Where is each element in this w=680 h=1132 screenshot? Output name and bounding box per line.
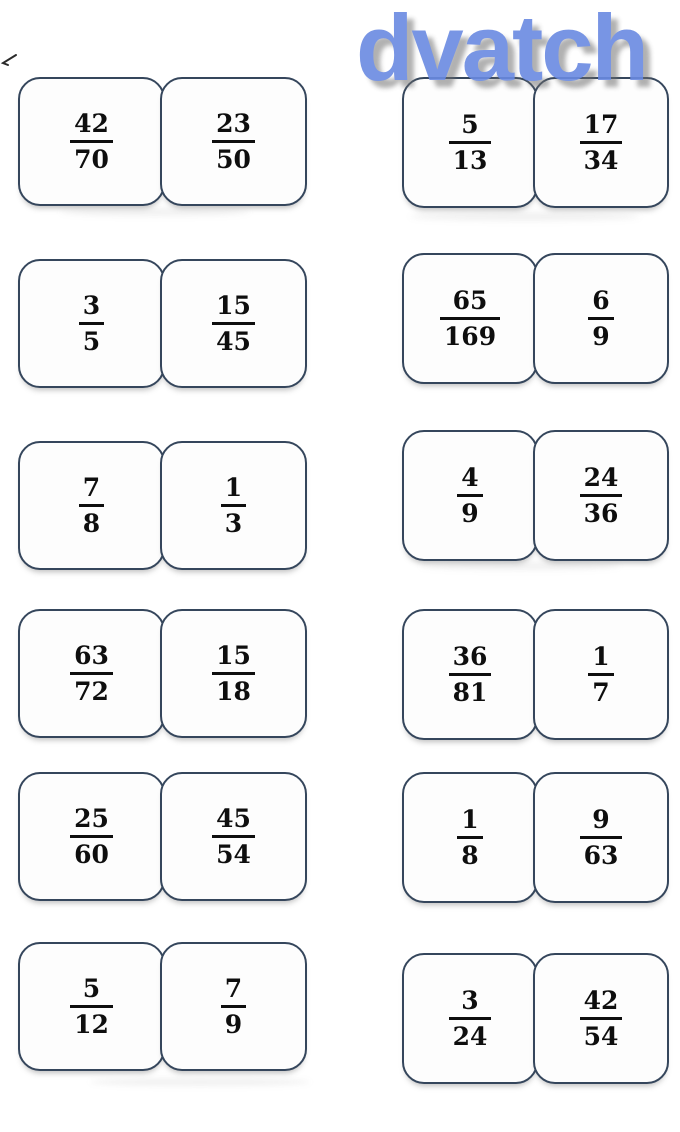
fraction-numerator: 7 [82, 473, 101, 502]
fraction [212, 110, 255, 173]
scan-smudge [60, 208, 250, 216]
fraction-denominator: 24 [449, 1017, 492, 1050]
fraction-numerator: 17 [583, 110, 619, 139]
fraction-denominator: 45 [212, 322, 255, 355]
domino-cell [533, 953, 669, 1084]
domino [18, 772, 307, 901]
fraction [449, 111, 492, 174]
fraction-denominator: 8 [457, 836, 482, 869]
domino-cell [18, 772, 165, 901]
fraction-denominator: 50 [212, 140, 255, 173]
fraction [70, 975, 113, 1038]
fraction-numerator: 3 [82, 291, 101, 320]
fraction [221, 474, 246, 537]
domino-cell [533, 253, 669, 384]
fraction [440, 287, 500, 350]
fraction [212, 805, 255, 868]
fraction [457, 464, 482, 527]
fraction [70, 642, 113, 705]
fraction-denominator: 5 [79, 322, 104, 355]
fraction [70, 110, 113, 173]
fraction [79, 474, 104, 537]
fraction-numerator: 42 [583, 986, 619, 1015]
fraction-denominator: 18 [212, 672, 255, 705]
fraction-numerator: 1 [592, 642, 610, 671]
fraction [449, 987, 492, 1050]
domino-cell [160, 772, 307, 901]
domino-cell [18, 441, 165, 570]
fraction-numerator: 4 [461, 463, 479, 492]
domino-cell [402, 609, 538, 740]
domino [18, 942, 307, 1071]
domino-cell [402, 953, 538, 1084]
fraction-numerator: 3 [461, 986, 479, 1015]
fraction [449, 643, 492, 706]
fraction-denominator: 9 [457, 494, 482, 527]
fraction [212, 292, 255, 355]
fraction-denominator: 54 [580, 1017, 623, 1050]
domino-cell [402, 772, 538, 903]
fraction-numerator: 15 [216, 291, 251, 320]
domino [402, 253, 669, 384]
fraction [70, 805, 113, 868]
fraction-denominator: 7 [588, 673, 613, 706]
fraction-denominator: 12 [70, 1005, 113, 1038]
domino [402, 430, 669, 561]
domino [402, 772, 669, 903]
domino-cell [160, 942, 307, 1071]
fraction-numerator: 42 [74, 109, 109, 138]
scan-smudge [410, 212, 640, 221]
fraction-denominator: 63 [580, 836, 623, 869]
fraction-denominator: 3 [221, 504, 246, 537]
fraction [79, 292, 104, 355]
fraction-numerator: 24 [583, 463, 619, 492]
fraction [580, 111, 623, 174]
domino-cell [402, 253, 538, 384]
scan-smudge [420, 562, 620, 570]
fraction-denominator: 60 [70, 835, 113, 868]
domino [18, 77, 307, 206]
fraction-numerator: 5 [82, 974, 101, 1003]
domino [402, 609, 669, 740]
domino-cell [533, 609, 669, 740]
domino-cell [160, 77, 307, 206]
fraction-numerator: 1 [224, 473, 243, 502]
fraction [580, 464, 623, 527]
fraction-numerator: 15 [216, 641, 251, 670]
fraction [457, 806, 482, 869]
scan-smudge [90, 1078, 310, 1086]
fraction-numerator: 36 [452, 642, 488, 671]
fraction [588, 287, 613, 350]
domino-cell [160, 609, 307, 738]
fraction-denominator: 9 [221, 1005, 246, 1038]
fraction-denominator: 169 [440, 317, 500, 350]
fraction-denominator: 54 [212, 835, 255, 868]
domino-cell [18, 259, 165, 388]
fraction-denominator: 36 [580, 494, 623, 527]
fraction [212, 642, 255, 705]
watermark-text: dvatch [356, 0, 647, 100]
fraction-denominator: 72 [70, 672, 113, 705]
fraction-denominator: 9 [588, 317, 613, 350]
fraction-numerator: 6 [592, 286, 610, 315]
domino-cell [160, 259, 307, 388]
fraction-numerator: 7 [224, 974, 243, 1003]
fraction-numerator: 23 [216, 109, 251, 138]
domino-cell [18, 77, 165, 206]
fraction-denominator: 8 [79, 504, 104, 537]
pen-mark-icon [0, 52, 20, 70]
domino [18, 259, 307, 388]
domino-cell [18, 942, 165, 1071]
fraction-denominator: 13 [449, 141, 492, 174]
fraction-numerator: 45 [216, 804, 251, 833]
domino-cell [18, 609, 165, 738]
fraction-denominator: 70 [70, 140, 113, 173]
domino-cell [402, 430, 538, 561]
fraction-denominator: 34 [580, 141, 623, 174]
domino [18, 609, 307, 738]
fraction-numerator: 63 [74, 641, 109, 670]
domino-cell [533, 430, 669, 561]
domino [402, 953, 669, 1084]
fraction [580, 987, 623, 1050]
fraction [221, 975, 246, 1038]
fraction-numerator: 1 [461, 805, 479, 834]
fraction-numerator: 9 [592, 805, 610, 834]
domino-cell [160, 441, 307, 570]
fraction [588, 643, 613, 706]
fraction [580, 806, 623, 869]
fraction-numerator: 5 [461, 110, 479, 139]
fraction-denominator: 81 [449, 673, 492, 706]
domino [18, 441, 307, 570]
fraction-numerator: 25 [74, 804, 109, 833]
domino-cell [533, 772, 669, 903]
fraction-numerator: 65 [452, 286, 488, 315]
